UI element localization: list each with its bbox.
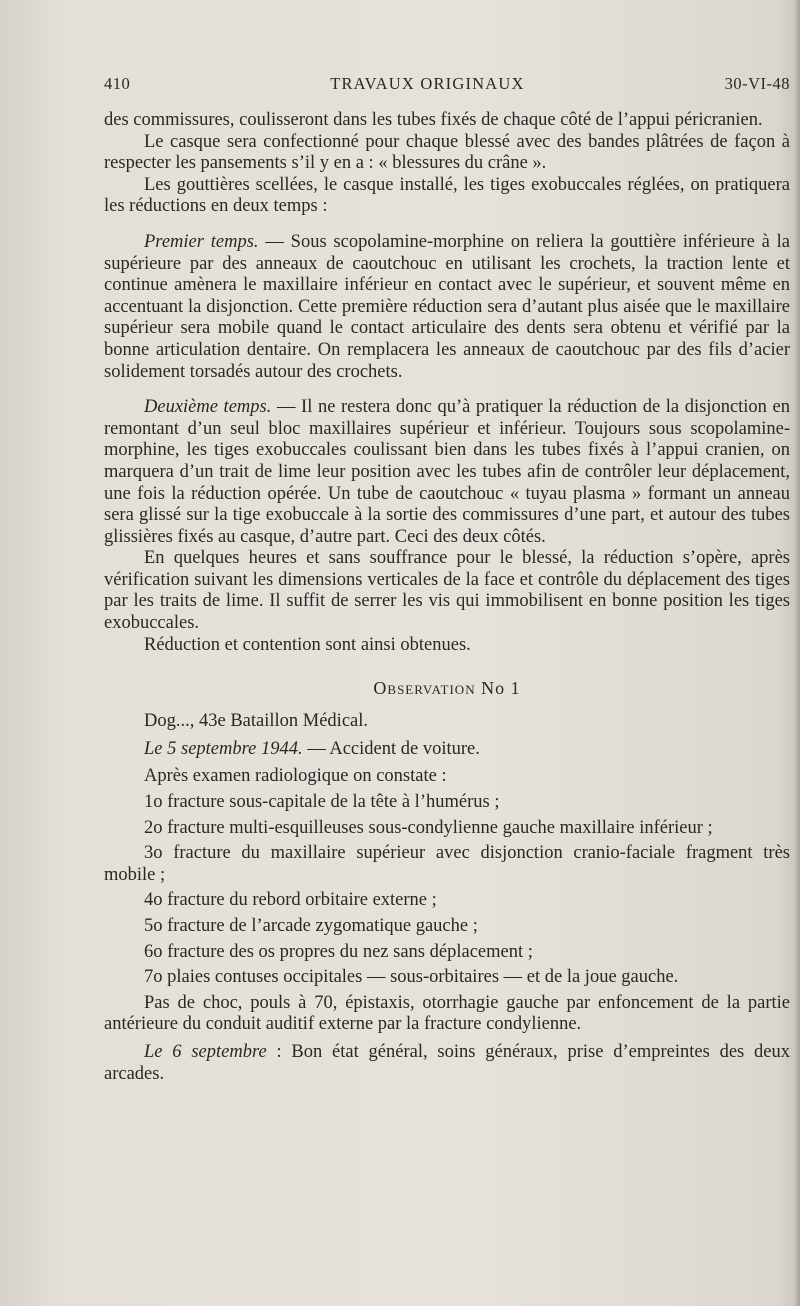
findings-list [104,792,790,989]
list-item: 3o fracture du maxillaire supérieur avec disjonction cranio-faciale fragment très mobile ; [104,843,790,885]
accident-date: Le 5 septembre 1944. [144,738,303,759]
running-title: TRAVAUX ORIGINAUX [330,74,525,93]
premier-temps-text: — Sous scopolamine-morphine on reliera la gouttière inférieure à la supérieure par des anneaux de caoutchouc en utilisant les crochets, la traction lente et continue amènera le maxillaire inférieur en contact avec le supérieur, et souvent même en accentuant la disjonction. Cette première réduction sera d’autant plus aisée que le maxillaire supérieur sera mobile quand le contact articulaire des dents sera obtenu et vérifié par la bonne articulation dentaire. On remplacera les anneaux de caoutchouc par des fils d’acier solidement torsadés autour des crochets. [104,231,790,382]
observation-title: Observation [373,678,476,699]
list-item: 6o fracture des os propres du nez sans déplacement ; [144,941,533,962]
list-item: 4o fracture du rebord orbitaire externe ; [144,890,437,911]
sept6-line [104,1042,790,1085]
observation-heading [104,678,790,699]
running-header [104,74,790,94]
list-item: 1o fracture sous-capitale de la tête à l’humérus ; [144,792,500,813]
paragraph: Pas de choc, pouls à 70, épistaxis, otorrhagie gauche par enfoncement de la partie antérieure du conduit auditif externe par la fracture condylienne. [104,992,790,1035]
page-number: 410 [104,74,131,93]
sept6-text: : Bon état général, soins généraux, prise d’empreintes des deux arcades. [104,1041,790,1084]
list-item: 5o fracture de l’arcade zygomatique gauche ; [144,916,478,936]
sept6-date: Le 6 septembre [144,1041,267,1062]
paragraph: Réduction et contention sont ainsi obtenues. [144,634,471,655]
premier-temps-paragraph [104,232,790,383]
deuxieme-temps-label: Deuxième temps. [144,397,272,418]
deuxieme-temps-text: — Il ne restera donc qu’à pratiquer la réduction de la disjonction en remontant d’un seul bloc maxillaires supérieur et inférieur. Toujours sous scopolamine-morphine, les tiges exobuccales coulissant bien dans les tubes fixés à l’appui cranien, on marquera d’un trait de lime leur position avec les tubes afin de contrôler leur déplacement, une fois la réduction opérée. Un tube de caoutchouc « tuyau plasma » formant un anneau sera glissé sur la tige exobuccale à la sortie des commissures d’une part, et autour des tubes glissières fixés au casque, d’autre part. Ceci des deux côtés. [104,397,790,547]
paragraph: Les gouttières scellées, le casque installé, les tiges exobuccales réglées, on pratiquera les réductions en deux temps : [104,174,790,217]
body-text [104,110,790,1085]
patient-line: Dog..., 43e Bataillon Médical. [144,711,369,732]
list-item: 7o plaies contuses occipitales — sous-orbitaires — et de la joue gauche. [144,967,679,988]
paragraph: des commissures, coulisseront dans les tubes fixés de chaque côté de l’appui péricranien. [104,110,763,130]
deuxieme-temps-paragraph [104,397,790,548]
premier-temps-label: Premier temps. [144,231,259,252]
accident-line [104,739,790,761]
accident-text: — Accident de voiture. [302,738,480,759]
paragraph: Le casque sera confectionné pour chaque blessé avec des bandes plâtrées de façon à respecter les pansements s’il y en a : « blessures du crâne ». [104,131,790,174]
list-item: 2o fracture multi-esquilleuses sous-condylienne gauche maxillaire inférieur ; [144,817,713,838]
issue-date: 30-VI-48 [724,74,790,93]
exam-intro: Après examen radiologique on constate : [144,766,447,787]
paragraph: En quelques heures et sans souffrance pour le blessé, la réduction s’opère, après vérification suivant les dimensions verticales de la face et contrôle du déplacement des tiges par les traits de lime. Il suffit de serrer les vis qui immobilisent en bonne position les tiges exobuccales. [104,548,790,634]
page-edge-shadow [794,0,800,1306]
observation-number: No 1 [481,678,521,699]
